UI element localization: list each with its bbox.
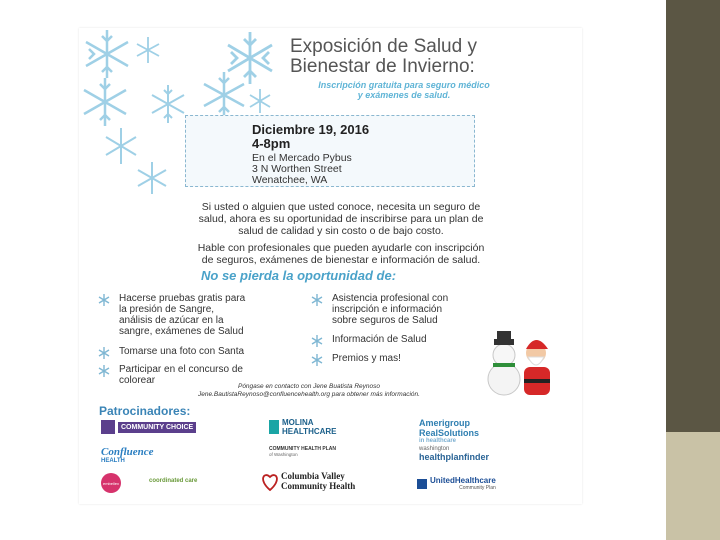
- logo-text: Community Health: [281, 481, 356, 491]
- unitedhealthcare-logo: [417, 476, 496, 491]
- logo-text: COMMUNITY CHOICE: [118, 422, 196, 433]
- logo-text: of Washington: [269, 452, 298, 457]
- snowflake-icon: [310, 334, 324, 348]
- flyer-subtitle: [294, 80, 514, 100]
- logo-text: Confluence: [101, 446, 154, 458]
- professionals-paragraph: [121, 242, 561, 266]
- logo-text: MOLINA HEALTHCARE: [282, 418, 337, 436]
- bullet-line: la presión de Sangre,: [119, 304, 215, 315]
- logo-text: in healthcare: [419, 438, 457, 444]
- bullet-item: [332, 293, 448, 326]
- logo-mark: embellex: [101, 473, 121, 493]
- flyer-title: [290, 37, 580, 77]
- bullet-line: sobre seguros de Salud: [332, 315, 438, 326]
- logo-text: Amerigroup: [419, 418, 471, 428]
- logo-text: washington: [419, 446, 450, 452]
- bullet-line: Información de Salud: [332, 334, 427, 345]
- paragraph-line: de seguros, exámenes de bienestar e información de salud.: [201, 254, 481, 266]
- event-time: 4-8pm: [252, 136, 291, 151]
- logo-mark: [269, 420, 279, 434]
- contact-email: Jene.BautistaReynoso@confluencehealth.org para obtener más información.: [198, 391, 420, 398]
- bullet-line: Premios y mas!: [332, 353, 401, 364]
- paragraph-line: salud, ahora es su oportunidad de inscribirse para un plan de: [198, 213, 484, 225]
- bullet-line: Hacerse pruebas gratis para: [119, 293, 246, 304]
- logo-text-group: [430, 476, 496, 491]
- subtitle-line: y exámenes de salud.: [357, 90, 451, 100]
- coordinated-care-logo: [149, 478, 197, 484]
- bullet-item: [332, 353, 401, 364]
- logo-text: RealSolutions: [419, 428, 480, 438]
- bullet-line: colorear: [119, 375, 156, 386]
- contact-info: [119, 383, 499, 399]
- logo-mark: [417, 479, 427, 489]
- subtitle-line: Inscripción gratuita para seguro médico: [318, 80, 490, 90]
- title-line: Bienestar de Invierno:: [290, 56, 475, 77]
- tagline: No se pierda la oportunidad de:: [201, 268, 397, 283]
- snowflake-icon: [81, 28, 133, 80]
- side-panel: [666, 0, 720, 540]
- logo-text: Community Plan: [459, 485, 496, 491]
- logo-text: HEALTH: [101, 458, 125, 464]
- confluence-health-logo: [101, 446, 154, 464]
- bullet-item: [119, 346, 244, 357]
- molina-logo: [269, 418, 352, 436]
- bullet-line: inscripción e información: [332, 304, 443, 315]
- snowflake-icon: [97, 293, 111, 307]
- snowflake-icon: [134, 160, 170, 196]
- bullet-line: Asistencia profesional con: [332, 293, 449, 304]
- community-choice-logo: [101, 420, 196, 434]
- logo-text: COMMUNITY HEALTH PLAN: [269, 446, 337, 452]
- snowflake-icon: [79, 76, 131, 128]
- bullet-line: Participar en el concurso de: [119, 364, 243, 375]
- community-health-plan-logo: [269, 446, 336, 457]
- event-location: En el Mercado Pybus: [252, 152, 352, 164]
- embellex-logo: [101, 473, 121, 493]
- snowflake-icon: [97, 346, 111, 360]
- logo-text: healthplanfinder: [419, 452, 490, 462]
- heart-figure-icon: [262, 470, 278, 492]
- bullet-item: [332, 334, 427, 345]
- sponsors-heading: Patrocinadores:: [99, 404, 191, 418]
- bullet-line: análisis de azúcar en la: [119, 315, 224, 326]
- columbia-valley-logo: [262, 470, 355, 492]
- event-details-box: [185, 115, 475, 187]
- title-line: Exposición de Salud y: [290, 36, 477, 57]
- logo-mark: [101, 420, 115, 434]
- bullet-line: sangre, exámenes de Salud: [119, 326, 244, 337]
- snowflake-icon: [134, 36, 162, 64]
- snowflake-icon: [199, 70, 249, 120]
- snowflake-icon: [147, 83, 189, 125]
- snowflake-icon: [310, 353, 324, 367]
- snowflake-icon: [247, 88, 273, 114]
- event-address: 3 N Worthen Street: [252, 163, 342, 175]
- side-panel-accent: [666, 432, 720, 540]
- bullet-line: Tomarse una foto con Santa: [119, 346, 245, 357]
- event-flyer: [79, 28, 582, 504]
- logo-text-group: [281, 471, 355, 491]
- amerigroup-logo: [419, 418, 479, 444]
- contact-line: Póngase en contacto con Jene Buatista Reynoso: [237, 383, 380, 390]
- logo-text: UnitedHealthcare: [430, 476, 496, 485]
- paragraph-line: Hable con profesionales que pueden ayudarle con inscripción: [197, 242, 485, 254]
- logo-text: coordinated care: [149, 478, 198, 484]
- logo-text: Columbia Valley: [281, 471, 345, 481]
- intro-paragraph: [121, 201, 561, 237]
- snowflake-icon: [97, 364, 111, 378]
- paragraph-line: Si usted o alguien que usted conoce, necesita un seguro de: [201, 201, 481, 213]
- paragraph-line: salud de calidad y sin costo o de bajo costo.: [238, 225, 444, 237]
- event-city: Wenatchee, WA: [252, 174, 328, 186]
- healthplanfinder-logo: [419, 446, 489, 462]
- event-date: Diciembre 19, 2016: [252, 122, 370, 137]
- bullet-item: [119, 293, 245, 337]
- snowflake-icon: [310, 293, 324, 307]
